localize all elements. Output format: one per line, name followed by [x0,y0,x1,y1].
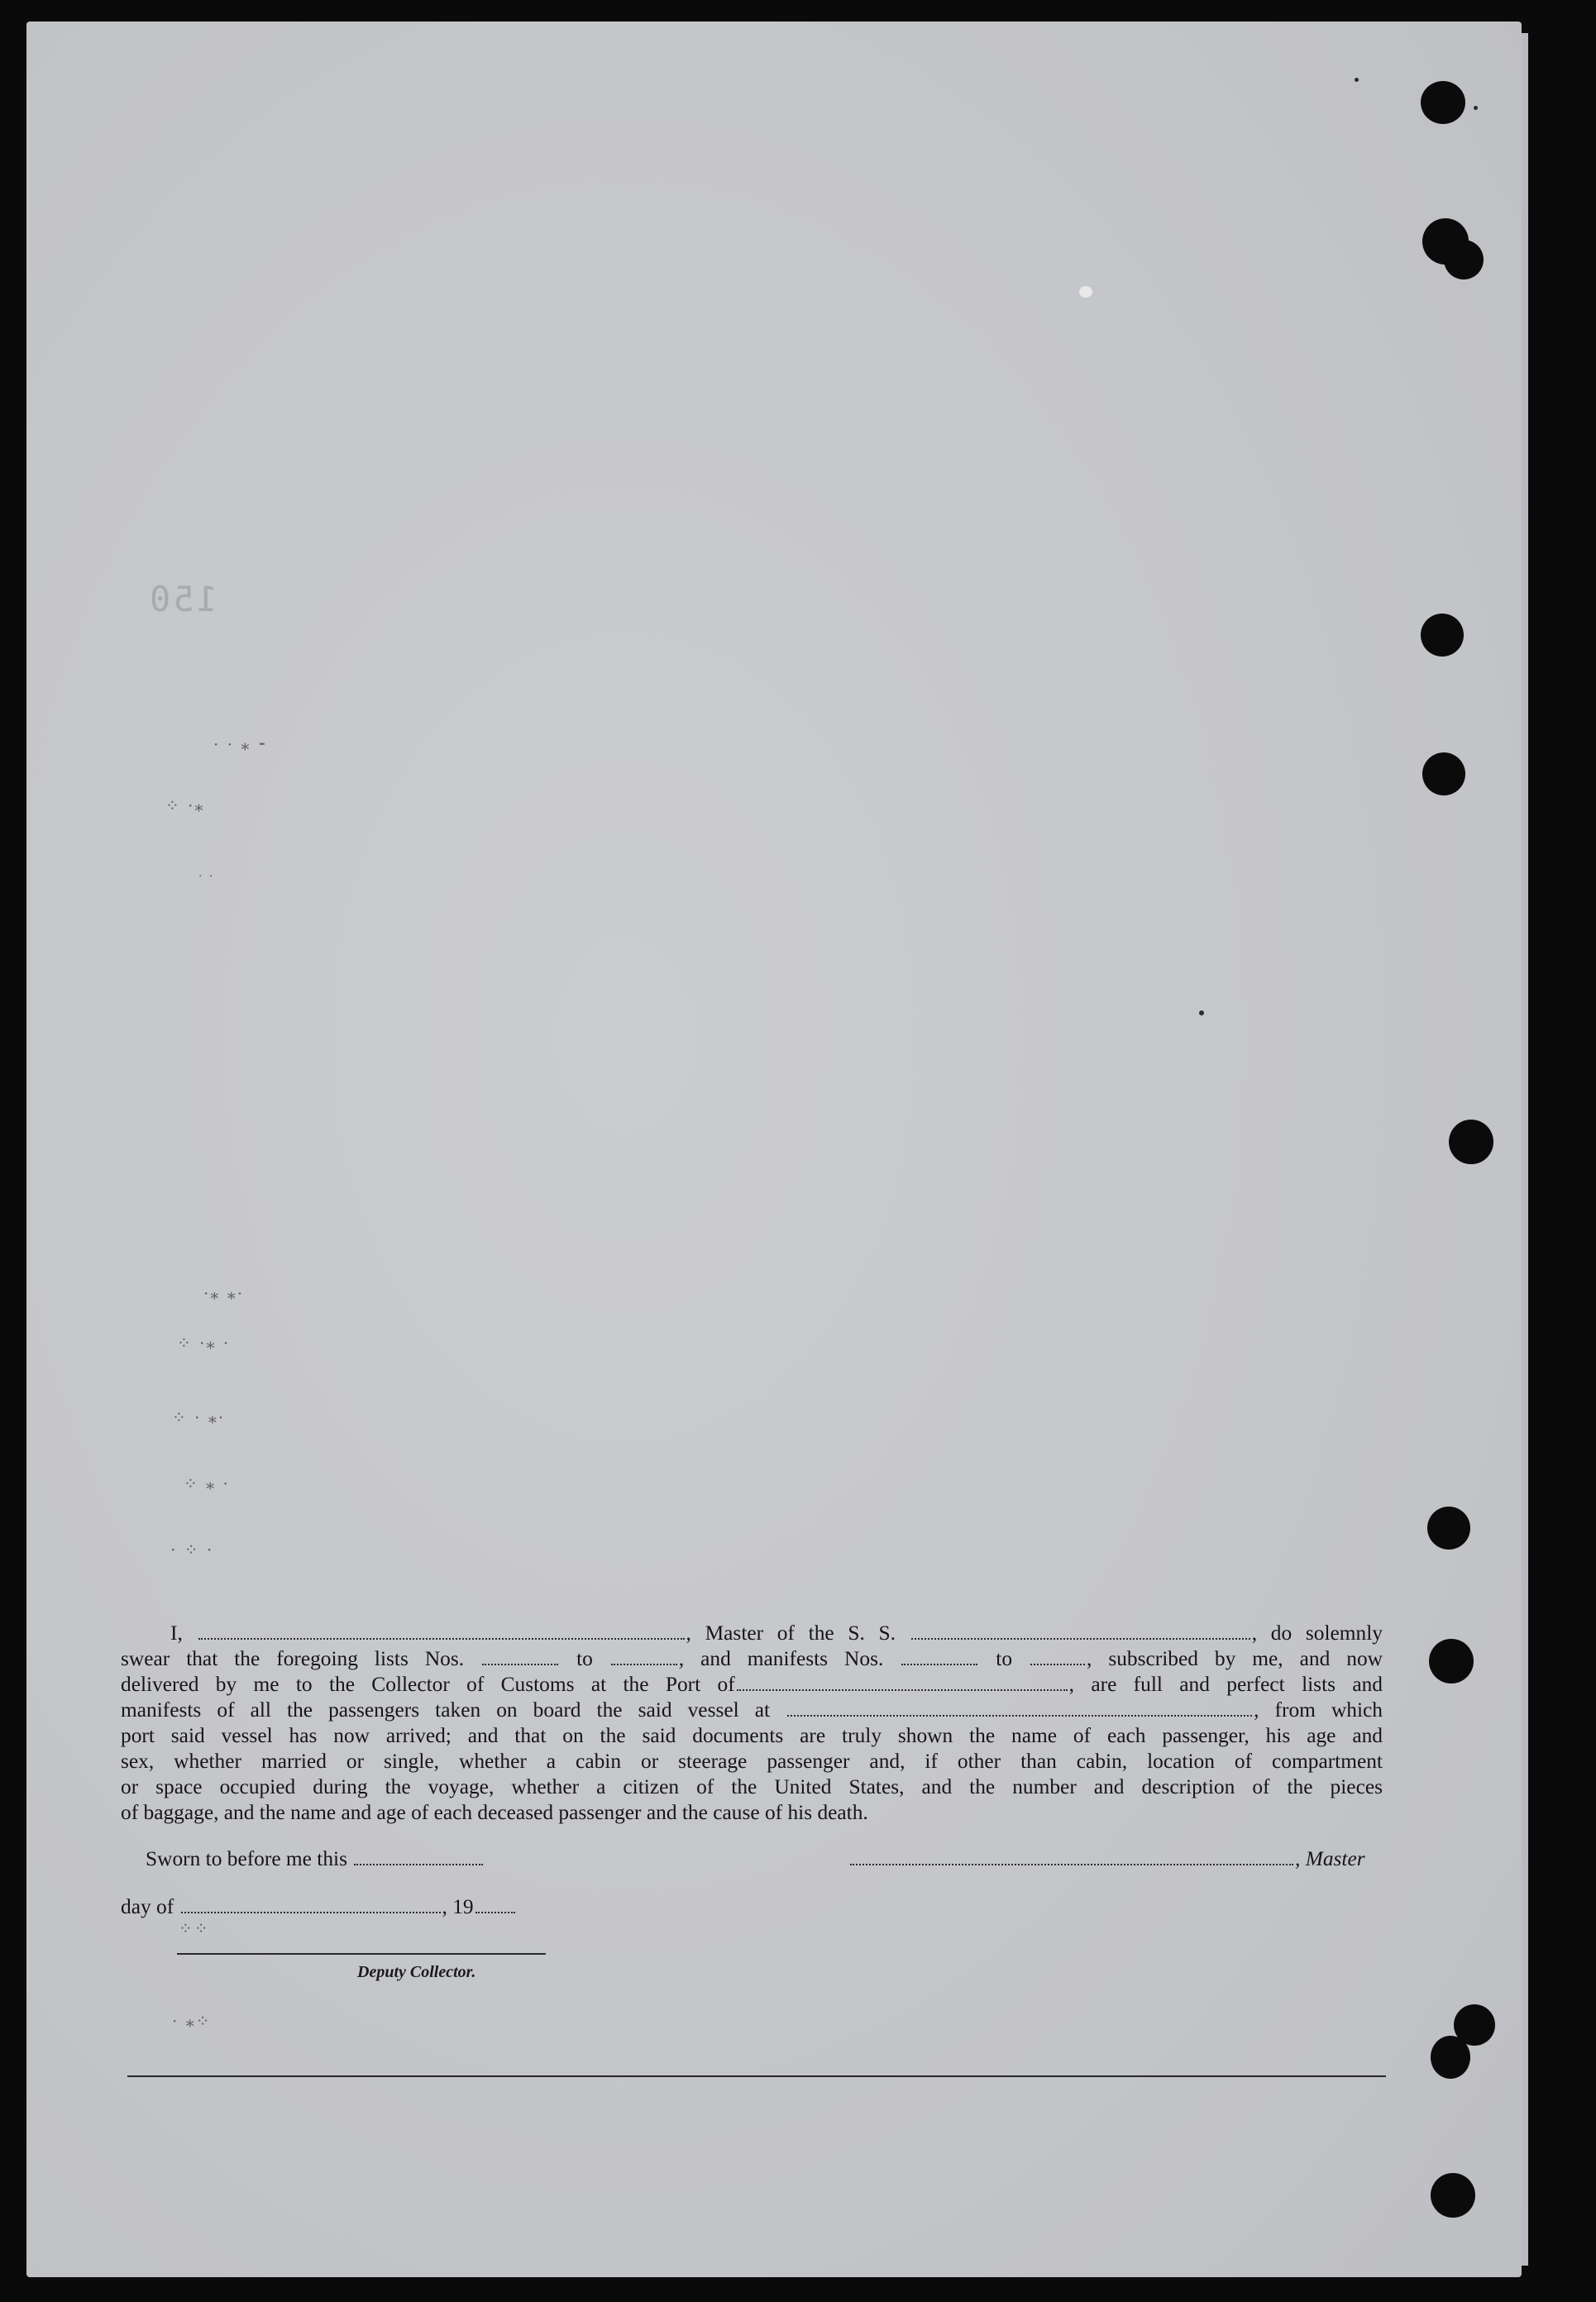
punch-hole [1427,1507,1470,1550]
punch-hole [1421,81,1465,124]
ink-smudge: ⁘ ·⁎ [165,795,205,815]
punch-hole [1429,1639,1474,1684]
ink-smudge: · · ⁎ ⁃ [213,734,268,754]
manifests-to-field[interactable] [1030,1649,1085,1665]
speck [1199,1010,1204,1015]
vessel-name-field[interactable] [911,1623,1250,1640]
ink-smudge: · · [198,870,215,883]
punch-hole [1431,2173,1475,2218]
ink-smudge: · ⁎⁘ [172,2011,212,2031]
ink-smudge: ·⁎ ⁎· [203,1283,245,1303]
oath-line: swear that the foregoing lists Nos. to , and manifests Nos. to , subscribed by me, and now [121,1647,1383,1670]
ink-smudge: · ⁘ · [170,1540,214,1559]
port-field[interactable] [737,1674,1068,1691]
day-of-row: day of , 19 [121,1895,517,1919]
speck [1079,286,1092,298]
sworn-row: Sworn to before me this [146,1847,485,1871]
lists-from-field[interactable] [482,1649,558,1665]
margin-number: 150 [147,579,217,619]
punch-hole [1431,2036,1470,2079]
deputy-collector-label: Deputy Collector. [357,1963,476,1981]
oath-line: manifests of all the passengers taken on board the said vessel at , from which [121,1698,1383,1722]
manifests-from-field[interactable] [901,1649,977,1665]
sworn-date-field[interactable] [354,1849,483,1865]
year-field[interactable] [475,1897,515,1913]
month-field[interactable] [181,1897,441,1913]
oath-line: sex, whether married or single, whether a cabin or steerage passenger and, if other than cabin, location of compartment [121,1750,1383,1773]
ink-smudge: ⁘ ⁎ · [184,1473,230,1493]
lists-to-field[interactable] [611,1649,677,1665]
punch-hole [1444,240,1484,279]
oath-line: or space occupied during the voyage, whether a citizen of the United States, and the number and description of the pieces [121,1775,1383,1798]
punch-hole [1421,614,1464,657]
oath-line: of baggage, and the name and age of each deceased passenger and the cause of his death. [121,1801,868,1824]
speck [1474,106,1478,110]
deputy-signature-line[interactable] [177,1953,546,1955]
punch-hole [1449,1120,1493,1164]
master-signature-field[interactable] [850,1849,1293,1865]
oath-line: I, , Master of the S. S. , do solemnly [170,1621,1383,1645]
speck [1355,78,1359,82]
ink-smudge: ⁘ · ⁎· [172,1407,226,1427]
oath-line: delivered by me to the Collector of Customs at the Port of , are full and perfect lists and [121,1673,1383,1696]
bottom-rule [127,2075,1386,2077]
ink-smudge: ⁘⁘ [179,1918,210,1938]
ink-smudge: ⁘ ·⁎ · [177,1333,231,1353]
master-name-field[interactable] [198,1623,685,1640]
embark-port-field[interactable] [787,1700,1252,1717]
punch-hole [1422,752,1465,795]
page-edge [1522,33,1528,2266]
master-signature-row: , Master [848,1847,1365,1871]
document-page [26,21,1522,2277]
oath-line: port said vessel has now arrived; and that on the said documents are truly shown the name of each passenger, his age and [121,1724,1383,1747]
oath-paragraph [121,1621,1383,1826]
